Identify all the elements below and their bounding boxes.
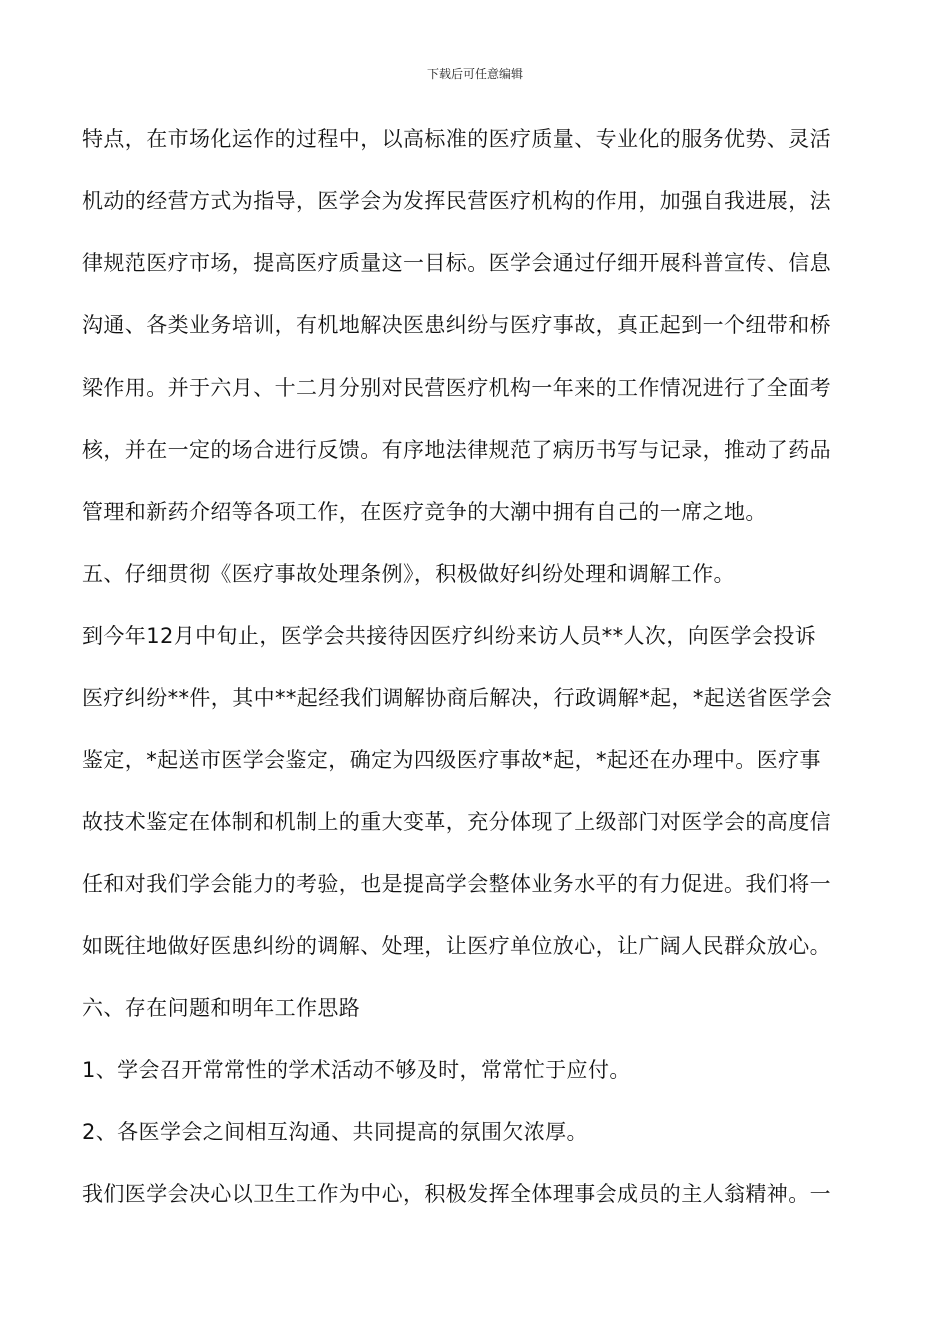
body-line: 故技术鉴定在体制和机制上的重大变革，充分体现了上级部门对医学会的高度信: [82, 810, 831, 834]
body-line: 律规范医疗市场，提高医疗质量这一目标。医学会通过仔细开展科普宣传、信息: [82, 251, 831, 275]
body-line: 机动的经营方式为指导，医学会为发挥民营医疗机构的作用，加强自我进展，法: [82, 189, 831, 213]
body-line: 沟通、各类业务培训，有机地解决医患纠纷与医疗事故，真正起到一个纽带和桥: [82, 313, 831, 337]
body-line: 梁作用。并于六月、十二月分别对民营医疗机构一年来的工作情况进行了全面考: [82, 376, 831, 400]
body-line: 我们医学会决心以卫生工作为中心，积极发挥全体理事会成员的主人翁精神。一: [82, 1182, 831, 1206]
list-item: 1、学会召开常常性的学术活动不够及时，常常忙于应付。: [82, 1058, 631, 1082]
body-line: 如既往地做好医患纠纷的调解、处理，让医疗单位放心，让广阔人民群众放心。: [82, 934, 831, 958]
section-heading: 五、仔细贯彻《医疗事故处理条例》，积极做好纠纷处理和调解工作。: [82, 562, 735, 586]
section-heading: 六、存在问题和明年工作思路: [82, 996, 361, 1020]
body-line: 特点，在市场化运作的过程中，以高标准的医疗质量、专业化的服务优势、灵活: [82, 127, 831, 151]
page-header: 下载后可任意编辑: [426, 67, 523, 81]
body-line: 医疗纠纷**件，其中**起经我们调解协商后解决，行政调解*起，*起送省医学会: [82, 686, 833, 710]
body-line: 到今年12月中旬止，医学会共接待因医疗纠纷来访人员**人次，向医学会投诉: [82, 624, 817, 648]
body-line: 管理和新药介绍等各项工作，在医疗竞争的大潮中拥有自己的一席之地。: [82, 500, 767, 524]
body-line: 鉴定，*起送市医学会鉴定，确定为四级医疗事故*起，*起还在办理中。医疗事: [82, 748, 821, 772]
body-line: 核，并在一定的场合进行反馈。有序地法律规范了病历书写与记录，推动了药品: [82, 438, 831, 462]
list-item: 2、各医学会之间相互沟通、共同提高的氛围欠浓厚。: [82, 1120, 588, 1144]
body-line: 任和对我们学会能力的考验，也是提高学会整体业务水平的有力促进。我们将一: [82, 872, 831, 896]
